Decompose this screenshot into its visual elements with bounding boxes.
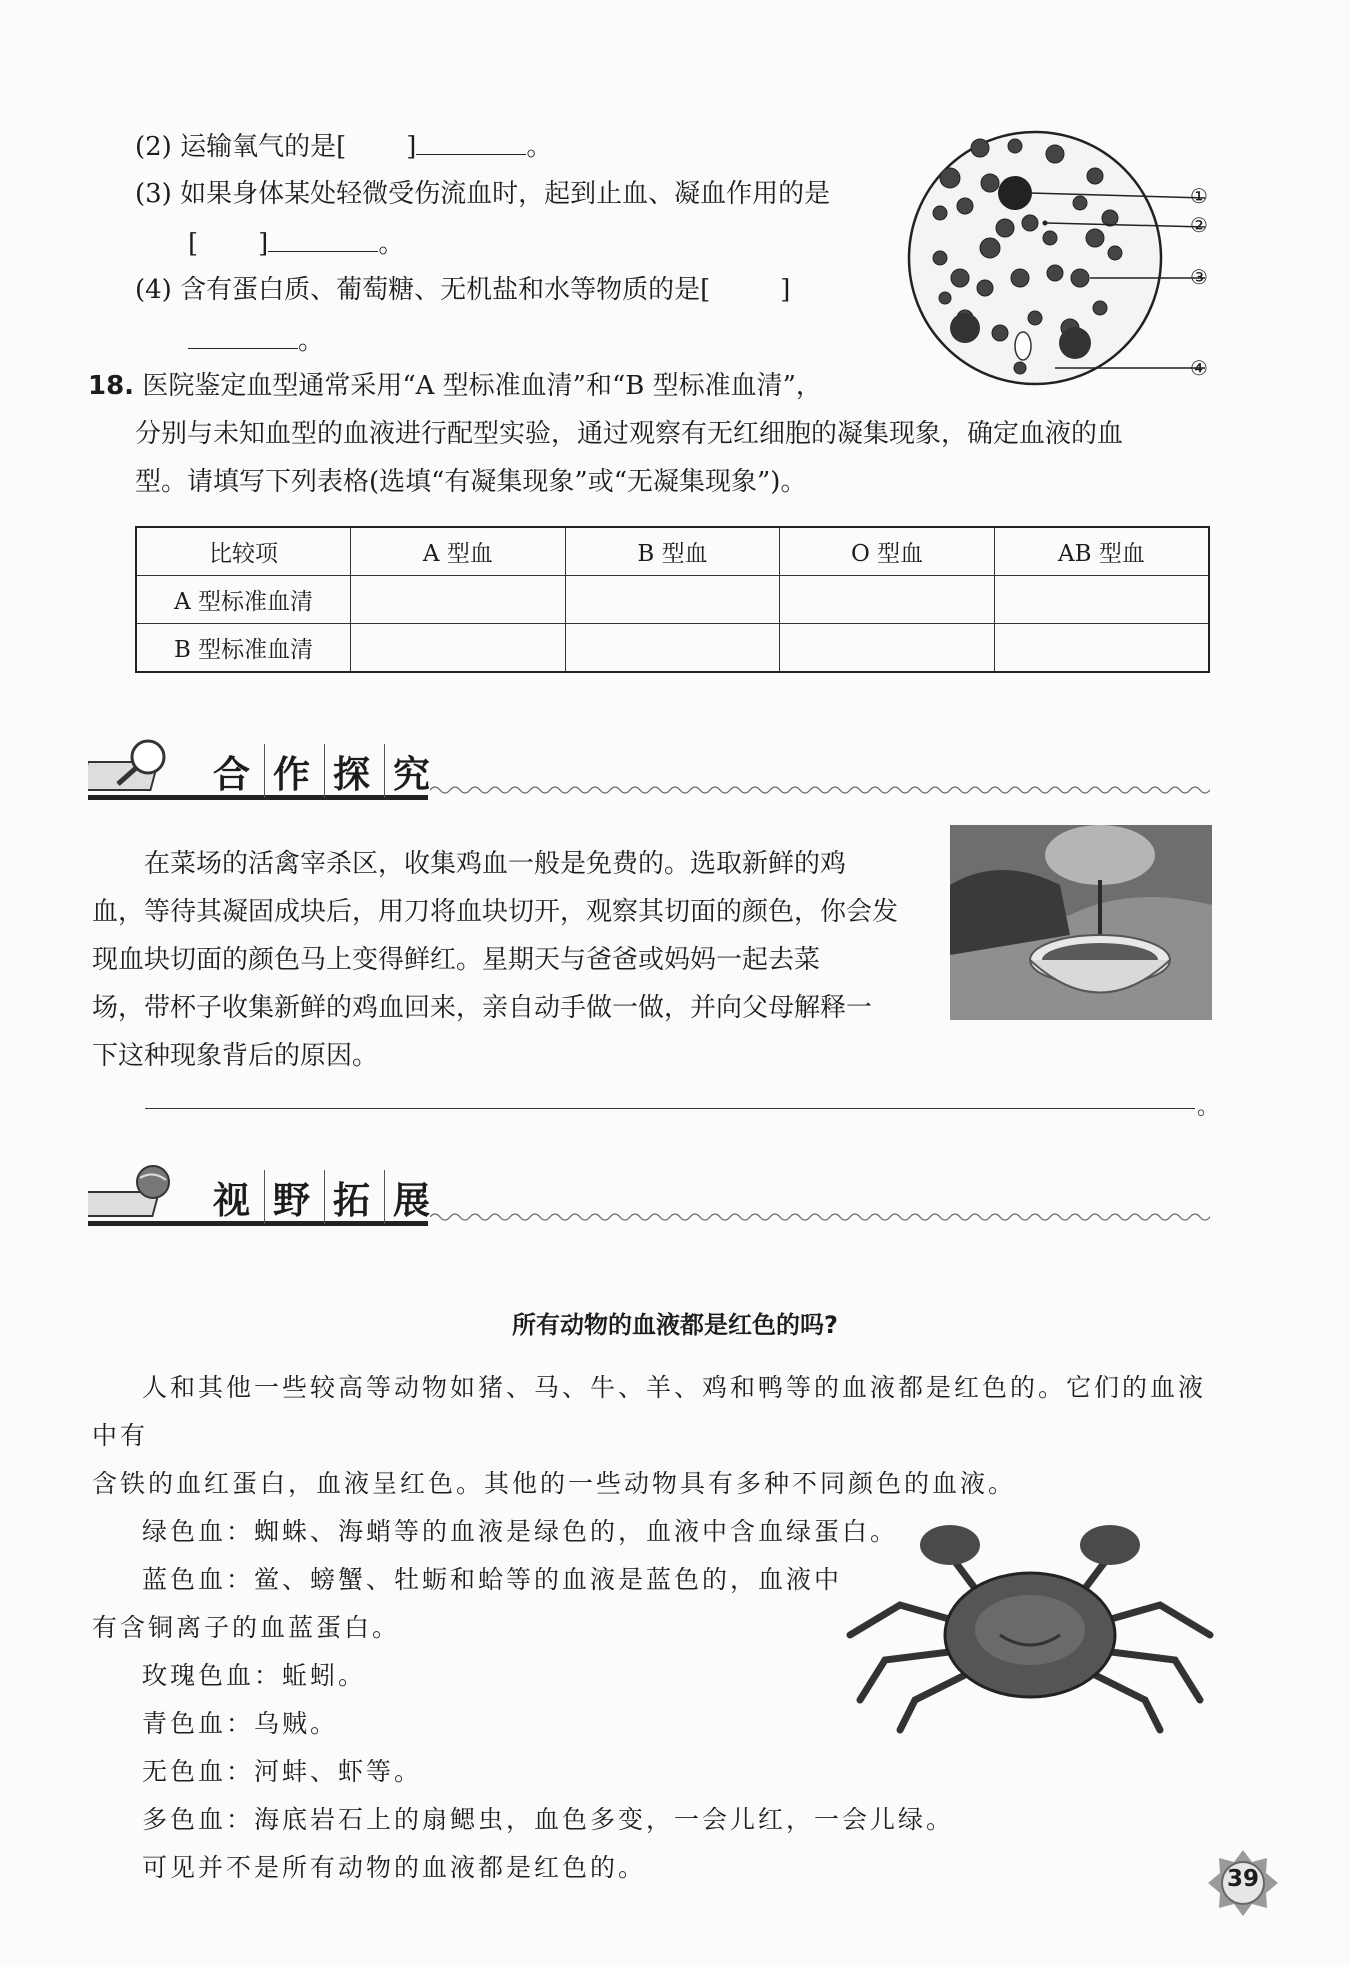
- q18-line-2: 分别与未知血型的血液进行配型实验，通过观察有无红细胞的凝集现象，确定血液的血: [135, 419, 1124, 449]
- row-label: B 型标准血清: [136, 624, 351, 673]
- table-header-row: [136, 527, 1209, 576]
- answer-blank[interactable]: [188, 322, 298, 349]
- book-globe-icon: [88, 1158, 188, 1228]
- table-header: O 型血: [780, 527, 995, 576]
- q17-item-4-blank: 。: [188, 322, 324, 359]
- wavy-divider: [430, 783, 1210, 797]
- answer-blank[interactable]: [268, 225, 378, 252]
- q18-line-1: 18. 医院鉴定血型通常采用“A 型标准血清”和“B 型标准血清”，: [88, 371, 822, 401]
- answer-cell[interactable]: [780, 576, 995, 624]
- figure-label-1: ①: [1190, 184, 1208, 208]
- blood-type-table: [135, 526, 1210, 673]
- wavy-divider: [430, 1210, 1210, 1224]
- table-header: 比较项: [136, 527, 351, 576]
- answer-blank[interactable]: [416, 128, 526, 155]
- coop-paragraph: 在菜场的活禽宰杀区，收集鸡血一般是免费的。选取新鲜的鸡 血，等待其凝固成块后，用刀将血块切开，观察其切面的颜色，你会发 现血块切面的颜色马上变得鲜红。星期天与爸爸或妈妈一起去菜 场，带杯子收集新鲜的鸡血回来，亲自动手做一做，并向父母解释一 下这种现象背后的原因。: [92, 849, 899, 1071]
- article-title: 所有动物的血液都是红色的吗?: [512, 1311, 838, 1339]
- answer-cell[interactable]: [780, 624, 995, 673]
- chicken-blood-photo: [950, 825, 1212, 1020]
- blood-smear-figure: [905, 128, 1235, 398]
- book-magnifier-icon: [88, 732, 188, 802]
- table-header: B 型血: [565, 527, 780, 576]
- page-number: 39: [1226, 1866, 1259, 1892]
- table-row: [136, 576, 1209, 624]
- row-label: A 型标准血清: [136, 576, 351, 624]
- answer-line-end: 。: [1197, 1095, 1220, 1120]
- q17-item-2: (2) 运输氧气的是[ ] 。: [135, 128, 552, 165]
- q17-item-3-blank: [ ] 。: [188, 225, 404, 262]
- table-header: A 型血: [351, 527, 566, 576]
- q17-item-3: (3) 如果身体某处轻微受伤流血时，起到止血、凝血作用的是: [135, 179, 831, 209]
- article-body: 人和其他一些较高等动物如猪、马、牛、羊、鸡和鸭等的血液都是红色的。它们的血液中有 含铁的血红蛋白，血液呈红色。其他的一些动物具有多种不同颜色的血液。 绿色血：蜘蛛、海蛸等的血液是绿色的，血液中含血绿蛋白。 蓝色血：鲎、螃蟹、牡蛎和蛤等的血液是蓝色的，血液中 有含铜离子的血蓝蛋白。 玫瑰色血：蚯蚓。 青色血：乌贼。 无色血：河蚌、虾等。 多色血：海底岩石上的扇鳃虫，血色多变，一会儿红，一会儿绿。 可见并不是所有动物的血液都是红色的。: [92, 1373, 1207, 1882]
- q18-line-3: 型。请填写下列表格(选填“有凝集现象”或“无凝集现象”)。: [135, 467, 807, 497]
- answer-cell[interactable]: [565, 624, 780, 673]
- answer-cell[interactable]: [994, 624, 1209, 673]
- figure-label-2: ②: [1190, 213, 1208, 237]
- answer-cell[interactable]: [351, 624, 566, 673]
- figure-label-4: ④: [1190, 356, 1208, 380]
- table-header: AB 型血: [994, 527, 1209, 576]
- section-title-coop: 合 作 探 究: [205, 744, 444, 798]
- figure-label-3: ③: [1190, 265, 1208, 289]
- table-row: [136, 624, 1209, 673]
- answer-cell[interactable]: [351, 576, 566, 624]
- answer-cell[interactable]: [994, 576, 1209, 624]
- answer-line[interactable]: [145, 1108, 1195, 1109]
- q17-item-4: (4) 含有蛋白质、葡萄糖、无机盐和水等物质的是[ ]: [135, 275, 791, 305]
- answer-cell[interactable]: [565, 576, 780, 624]
- crab-image: [840, 1515, 1220, 1740]
- section-title-view: 视 野 拓 展: [205, 1170, 444, 1224]
